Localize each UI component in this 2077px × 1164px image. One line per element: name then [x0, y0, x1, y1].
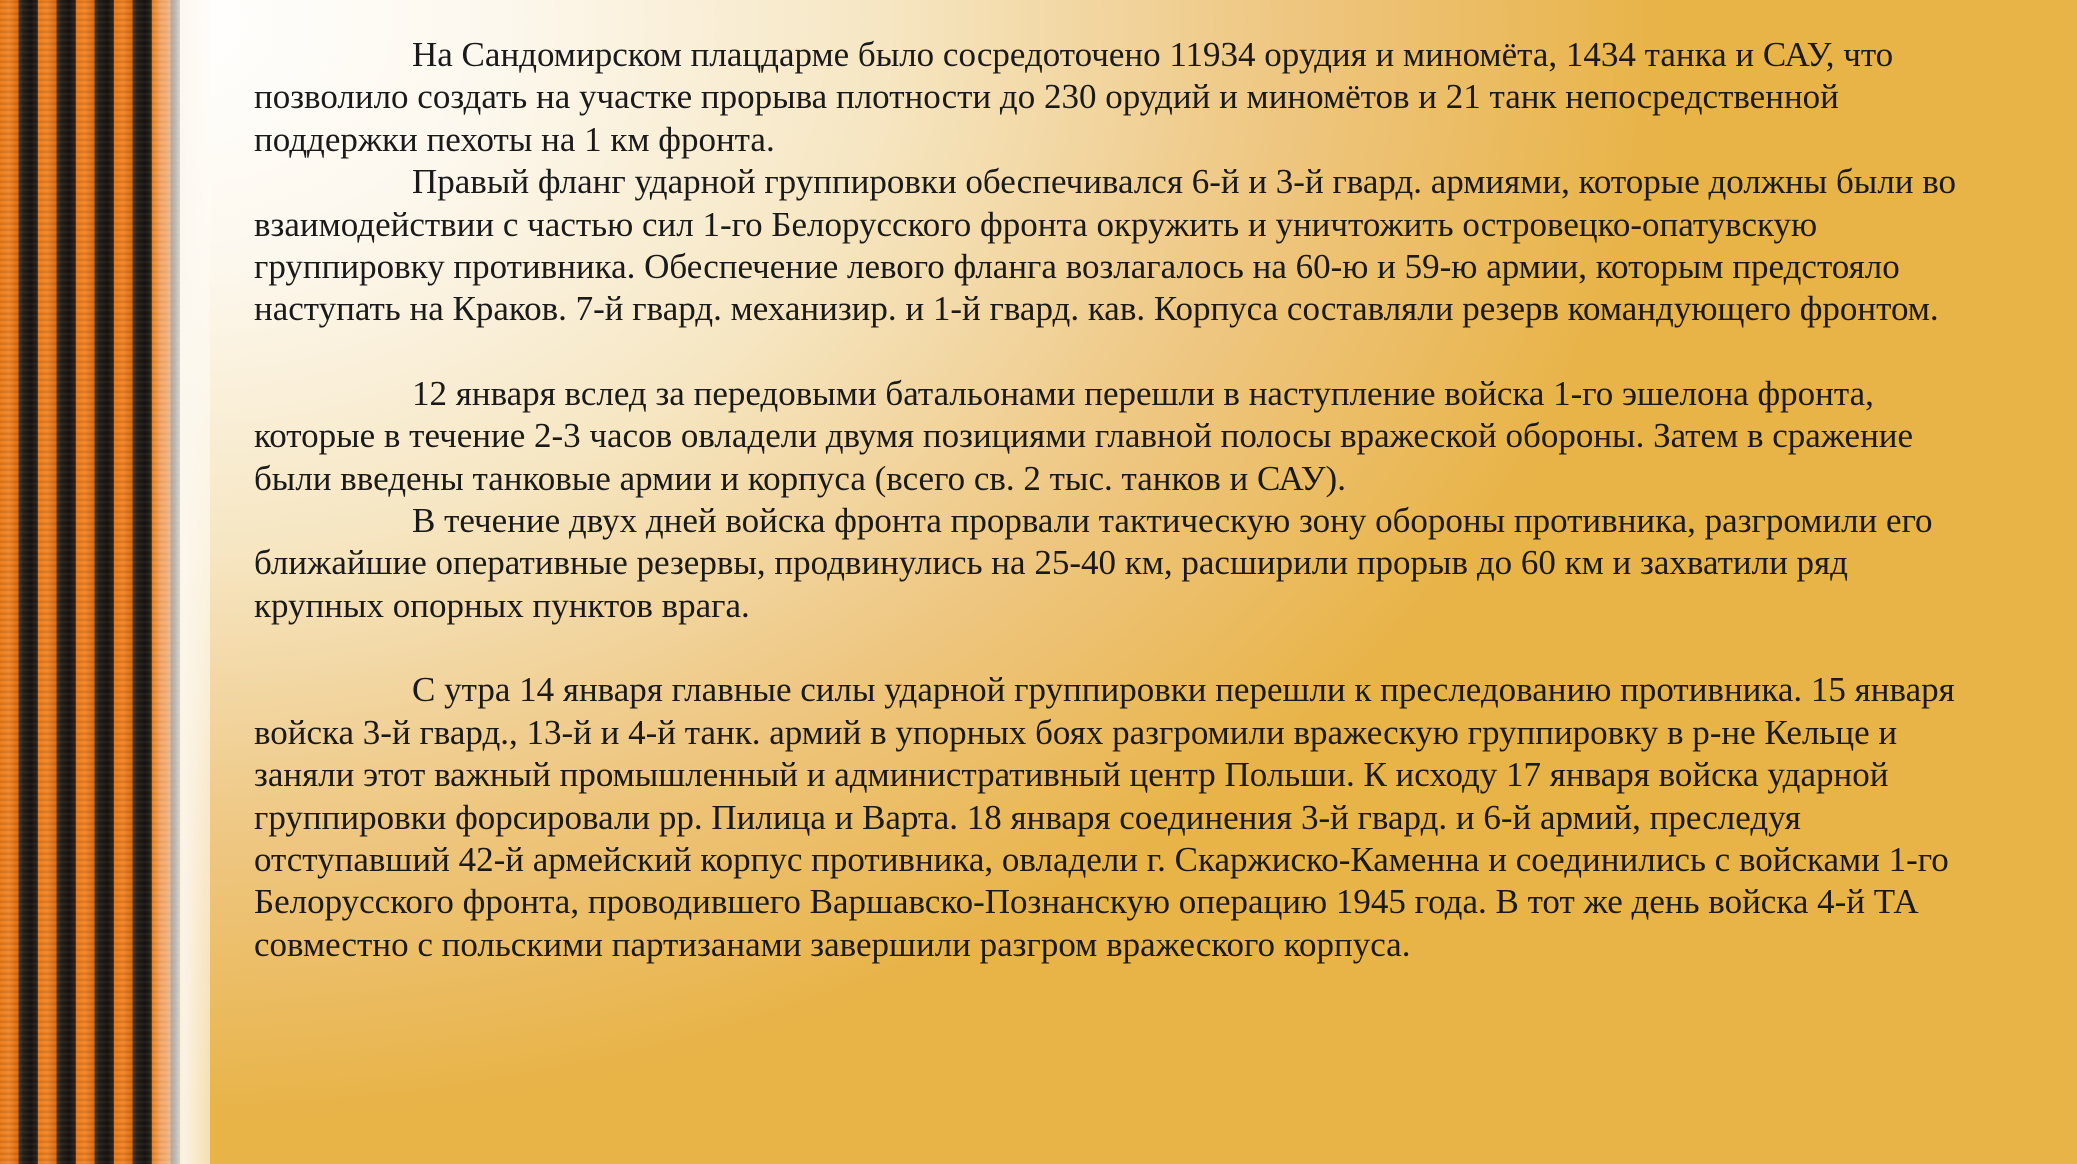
- paragraph-right-flank: Правый фланг ударной группировки обеспечивался 6-й и 3-й гвард. армиями, которые должны были во взаимодействии с частью сил 1-го Белорусского фронта окружить и уничтожить островецко-опатувскую группировку противника. Обеспечение левого фланга возлагалось на 60-ю и 59-ю армии, которым предстояло наступать на Краков. 7-й гвард. механизир. и 1-й гвард. кав. Корпуса составляли резерв командующего фронтом.: [254, 162, 1957, 329]
- paragraph-january-14-pursuit: С утра 14 января главные силы ударной группировки перешли к преследованию противника. 15 января войска 3-й гвард., 13-й и 4-й танк. армий в упорных боях разгромили вражескую группировку в р-не Кельце и заняли этот важный промышленный и административный центр Польши. К исходу 17 января войска ударной группировки форсировали рр. Пилица и Варта. 18 января соединения 3-й гвард. и 6-й армий, преследуя отступавший 42-й армейский корпус противника, овладели г. Скаржиско-Каменна и соединились с войсками 1-го Белорусского фронта, проводившего Варшавско-Познанскую операцию 1945 года. В тот же день войска 4-й ТА совместно с польскими партизанами завершили разгром вражеского корпуса.: [254, 670, 1955, 964]
- paragraph-january-12-offensive: 12 января вслед за передовыми батальонами перешли в наступление войска 1-го эшелона фронта, которые в течение 2-3 часов овладели двумя позициями главной полосы вражеской обороны. Затем в сражение были введены танковые армии и корпуса (всего св. 2 тыс. танков и САУ).: [254, 373, 1914, 498]
- st-george-ribbon: [0, 0, 180, 1164]
- slide-text-body: [254, 34, 1974, 966]
- paragraph-sandomierz-bridgehead: На Сандомирском плацдарме было сосредоточено 11934 орудия и миномёта, 1434 танка и САУ, что позволило создать на участке прорыва плотности до 230 орудий и миномётов и 21 танк непосредственной поддержки пехоты на 1 км фронта.: [254, 35, 1894, 159]
- paragraph-two-days-breakthrough: В течение двух дней войска фронта прорвали тактическую зону обороны противника, разгромили его ближайшие оперативные резервы, продвинулись на 25-40 км, расширили прорыв до 60 км и захватили ряд крупных опорных пунктов врага.: [254, 501, 1933, 625]
